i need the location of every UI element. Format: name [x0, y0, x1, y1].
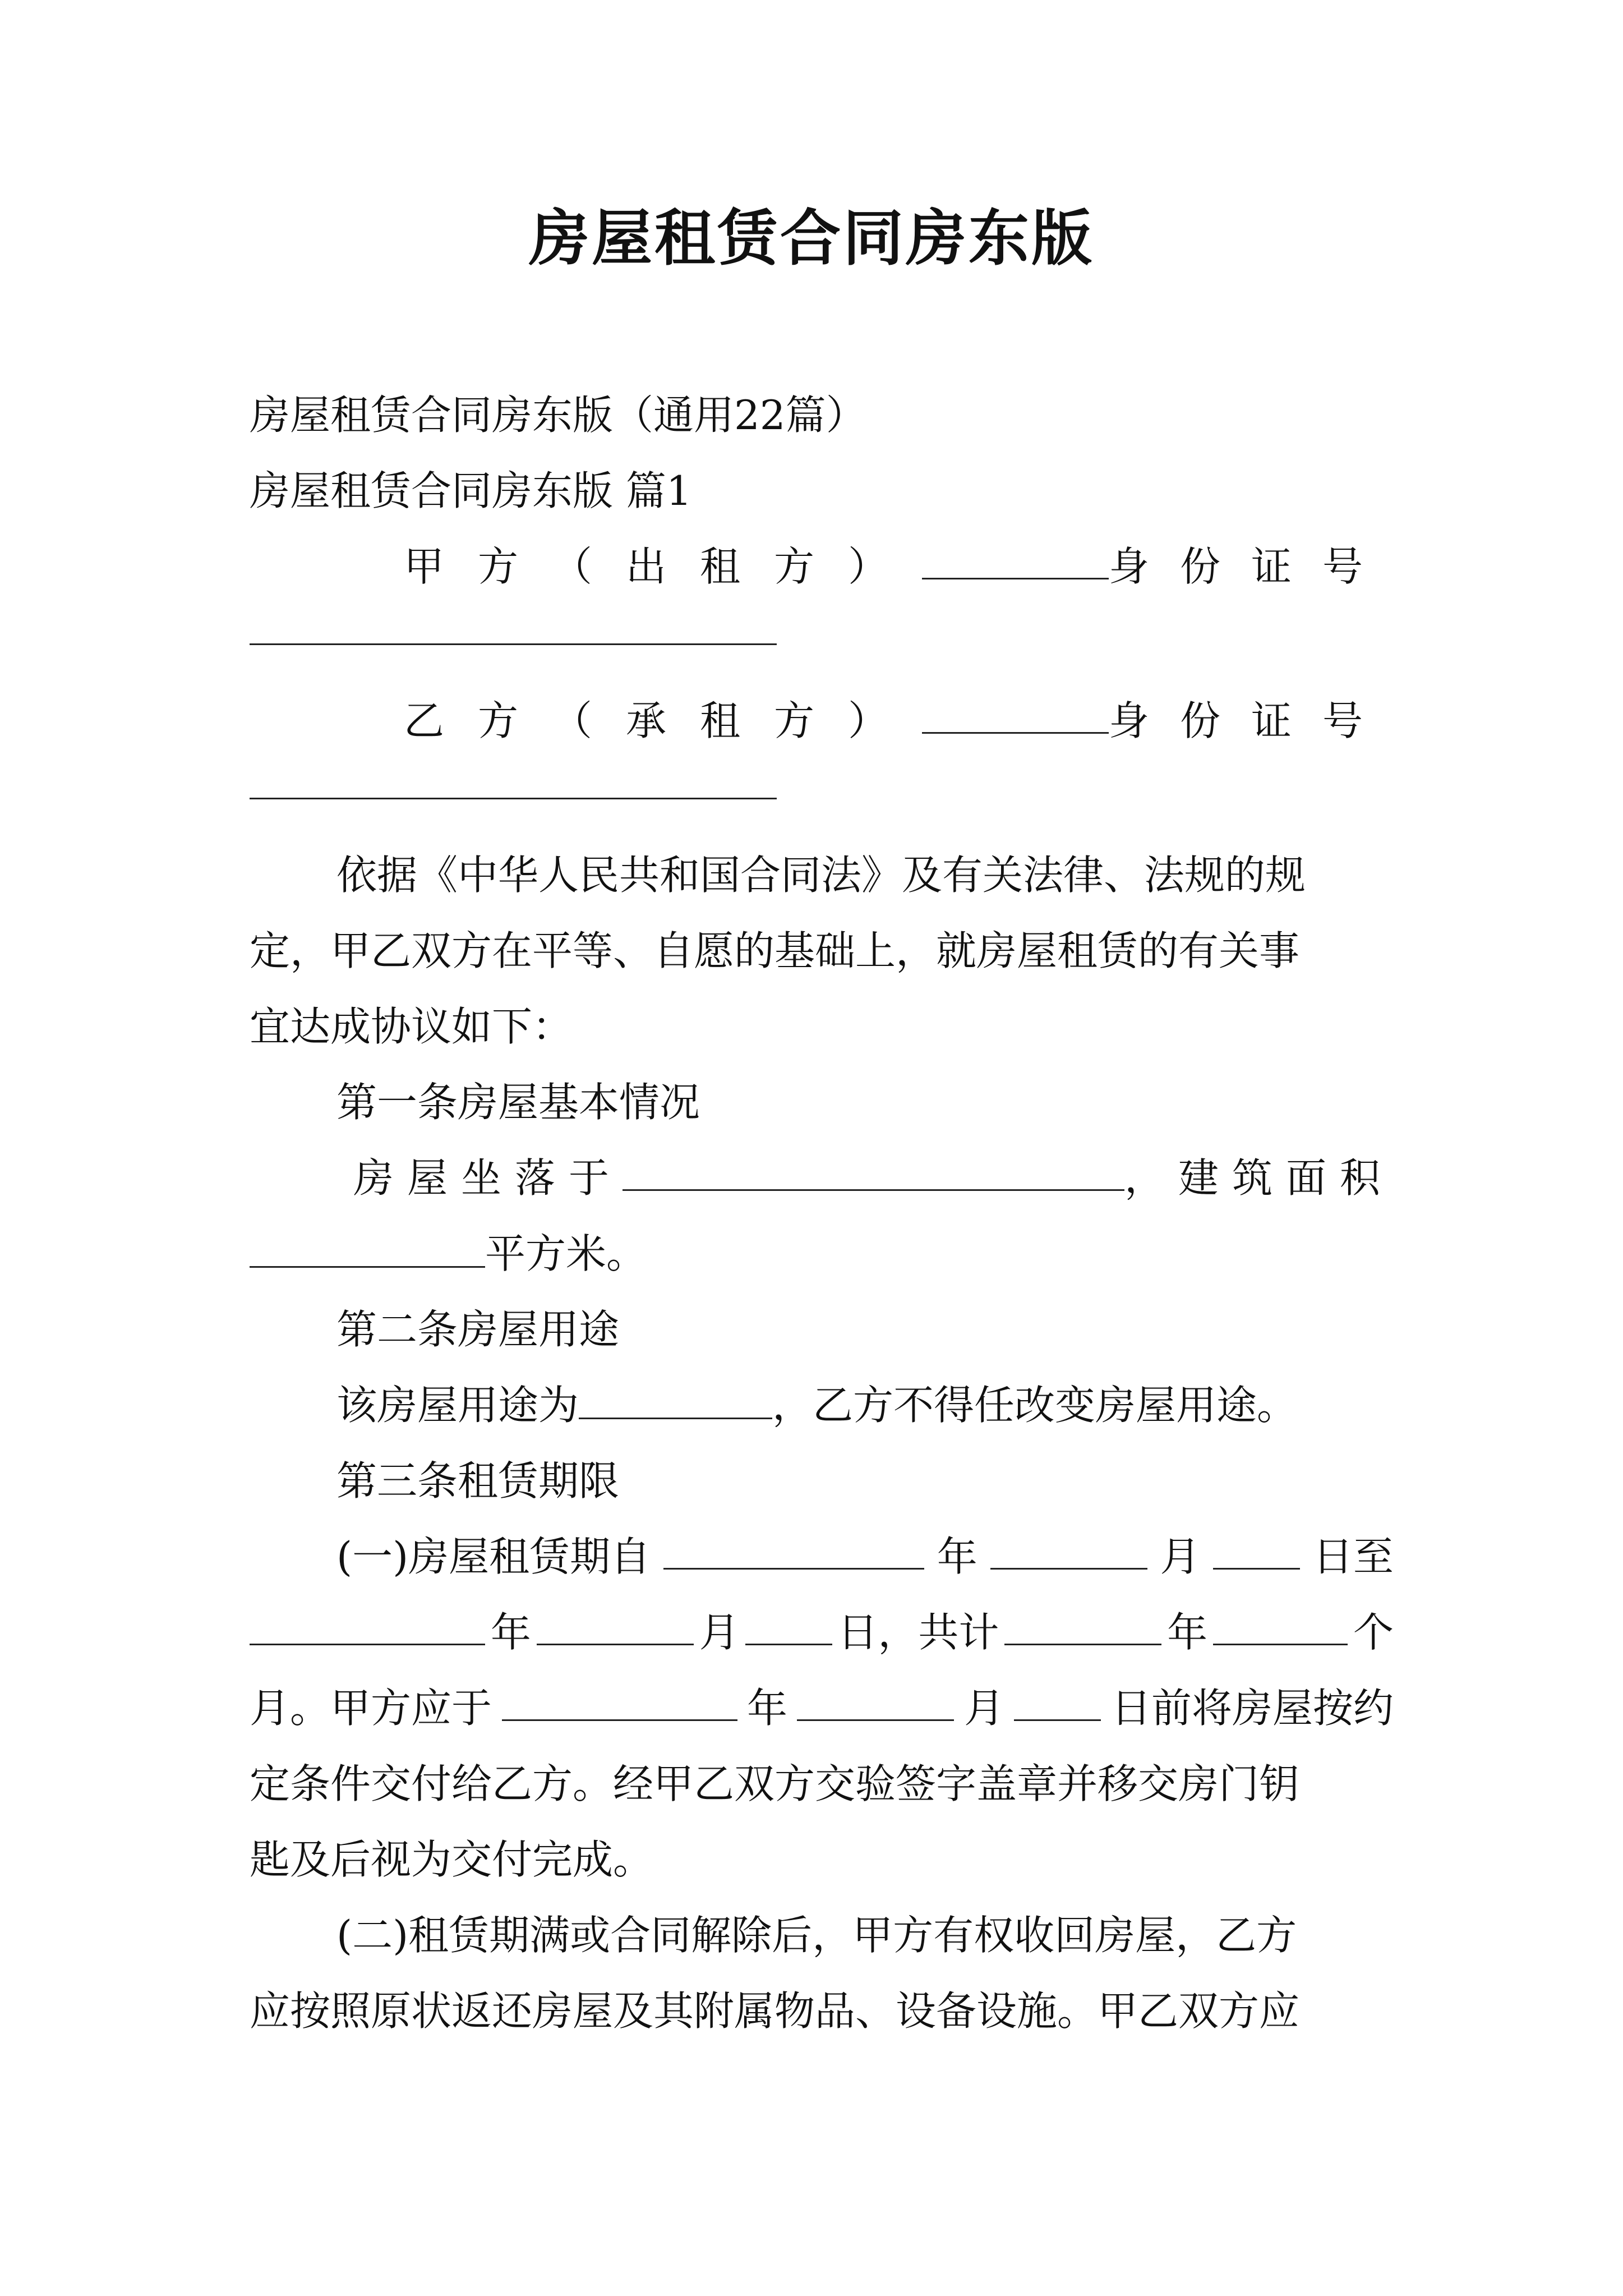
area-label: ，建筑面积 — [1124, 1154, 1394, 1202]
party-b-name-blank — [922, 693, 1109, 734]
use-suffix: ，乙方不得任改变房屋用途。 — [772, 1382, 1298, 1429]
party-b-label: 乙方（承租方） — [404, 697, 923, 744]
end-year-label: 年 — [490, 1609, 531, 1656]
document-title: 房屋租赁合同房东版 — [528, 203, 1094, 274]
term-p2-line-1: (二)租赁期满或合同解除后，甲方有权收回房屋，乙方 — [336, 1912, 1297, 1959]
intro-line-1: 依据《中华人民共和国合同法》及有关法律、法规的规 — [336, 852, 1306, 899]
end-month-blank — [537, 1604, 694, 1645]
intro-line-2: 定，甲乙双方在平等、自愿的基础上，就房屋租赁的有关事 — [250, 927, 1300, 974]
day-total-label: 日，共计 — [837, 1609, 999, 1656]
article2-heading: 第二条房屋用途 — [336, 1306, 620, 1353]
party-a-row — [404, 539, 1394, 595]
intro-line-3: 宜达成协议如下： — [250, 1003, 573, 1050]
section-heading: 房屋租赁合同房东版 篇1 — [250, 467, 692, 514]
term-row-1 — [336, 1529, 1394, 1585]
term-row-4: 定条件交付给乙方。经甲乙双方交验签字盖章并移交房门钥 — [250, 1760, 1300, 1807]
area-blank — [250, 1227, 485, 1268]
party-a-id-row — [250, 603, 1394, 659]
end-year-blank — [250, 1604, 485, 1645]
start-month-blank — [990, 1529, 1147, 1570]
article1-heading: 第一条房屋基本情况 — [336, 1079, 700, 1126]
article1-location-row — [353, 1150, 1394, 1206]
document-subtitle: 房屋租赁合同房东版（通用22篇） — [250, 392, 866, 439]
month-label: 月 — [1160, 1533, 1201, 1580]
total-year-label: 年 — [1167, 1609, 1208, 1656]
party-a-label: 甲方（出租方） — [404, 543, 923, 590]
use-prefix: 该房屋用途为 — [336, 1382, 579, 1429]
delivery-prefix: 月。甲方应于 — [250, 1685, 492, 1732]
delivery-month-blank — [797, 1680, 954, 1721]
area-unit: 平方米。 — [485, 1230, 647, 1277]
term-row-2 — [250, 1604, 1394, 1660]
total-month-blank — [1213, 1604, 1348, 1645]
article3-heading: 第三条租赁期限 — [336, 1457, 620, 1504]
term-p2-line-2: 应按照原状返还房屋及其附属物品、设备设施。甲乙双方应 — [250, 1987, 1300, 2035]
term-row-5: 匙及后视为交付完成。 — [250, 1836, 654, 1883]
delivery-day-blank — [1014, 1680, 1101, 1721]
term-row-3 — [250, 1680, 1394, 1736]
delivery-suffix: 日前将房屋按约 — [1110, 1685, 1394, 1732]
party-b-id-blank — [250, 758, 777, 799]
location-prefix: 房屋坐落于 — [353, 1154, 623, 1202]
ge-label: 个 — [1353, 1609, 1394, 1656]
party-a-id-label: 身份证号 — [1108, 543, 1394, 590]
party-b-id-row — [250, 757, 1394, 813]
party-a-name-blank — [922, 539, 1109, 579]
end-day-blank — [745, 1604, 832, 1645]
delivery-year-label: 年 — [746, 1685, 787, 1732]
party-b-id-label: 身份证号 — [1108, 697, 1394, 744]
article2-use-row — [336, 1377, 1481, 1433]
delivery-year-blank — [502, 1680, 737, 1721]
party-a-id-blank — [250, 604, 777, 645]
year-label: 年 — [937, 1533, 978, 1580]
delivery-month-label: 月 — [963, 1685, 1004, 1732]
term-prefix: (一)房屋租赁期自 — [336, 1533, 651, 1580]
end-month-label: 月 — [699, 1609, 740, 1656]
location-blank — [623, 1150, 1124, 1191]
article1-area-row — [250, 1226, 1394, 1282]
day-to-label: 日至 — [1312, 1533, 1394, 1580]
total-year-blank — [1004, 1604, 1161, 1645]
start-year-blank — [663, 1529, 924, 1570]
party-b-row — [404, 693, 1394, 749]
start-day-blank — [1213, 1529, 1300, 1570]
use-blank — [579, 1378, 772, 1419]
